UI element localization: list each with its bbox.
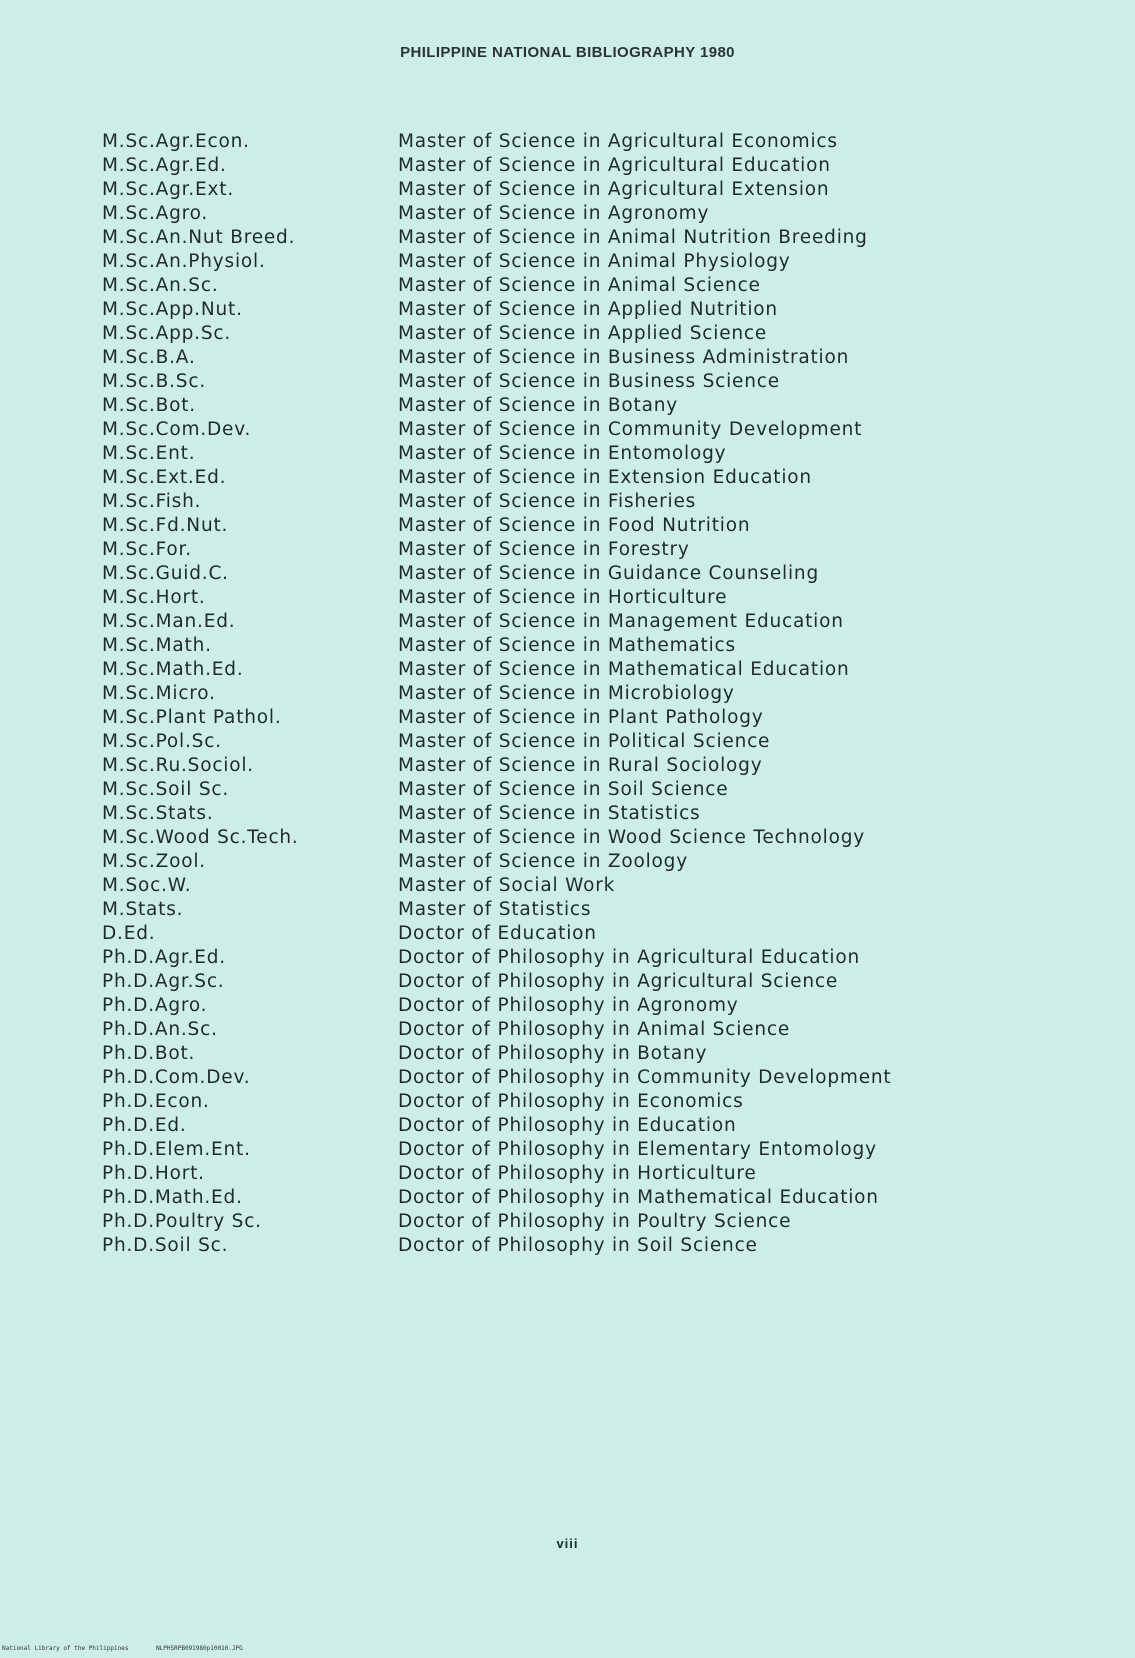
list-item <box>0 538 1135 562</box>
abbreviation: M.Sc.B.Sc. <box>102 371 207 392</box>
list-item <box>0 778 1135 802</box>
list-item <box>0 922 1135 946</box>
page-number: viii <box>556 1536 579 1551</box>
list-item <box>0 154 1135 178</box>
abbreviation: Ph.D.An.Sc. <box>102 1019 218 1040</box>
full-title: Master of Science in Mathematics <box>398 635 736 656</box>
list-item <box>0 730 1135 754</box>
list-item <box>0 394 1135 418</box>
abbreviation: M.Sc.Agr.Ext. <box>102 179 234 200</box>
full-title: Master of Social Work <box>398 875 616 896</box>
full-title: Master of Science in Rural Sociology <box>398 755 763 776</box>
full-title: Master of Science in Agricultural Economics <box>398 131 838 152</box>
full-title: Master of Science in Animal Physiology <box>398 251 791 272</box>
scan-footer <box>2 1645 267 1652</box>
abbreviation: M.Sc.Com.Dev. <box>102 419 252 440</box>
abbreviation: Ph.D.Hort. <box>102 1163 205 1184</box>
list-item <box>0 610 1135 634</box>
abbreviation: Ph.D.Agr.Sc. <box>102 971 225 992</box>
full-title: Doctor of Philosophy in Elementary Entomology <box>398 1139 877 1160</box>
full-title: Doctor of Philosophy in Agricultural Science <box>398 971 839 992</box>
abbreviation: M.Sc.Micro. <box>102 683 216 704</box>
list-item <box>0 706 1135 730</box>
full-title: Doctor of Education <box>398 923 597 944</box>
full-title: Master of Science in Animal Science <box>398 275 761 296</box>
list-item <box>0 1186 1135 1210</box>
list-item <box>0 202 1135 226</box>
list-item <box>0 586 1135 610</box>
abbreviation: Ph.D.Elem.Ent. <box>102 1139 251 1160</box>
full-title: Master of Science in Fisheries <box>398 491 697 512</box>
abbreviation: M.Sc.Bot. <box>102 395 196 416</box>
abbreviation: M.Sc.Math. <box>102 635 212 656</box>
abbreviation: M.Sc.Plant Pathol. <box>102 707 282 728</box>
full-title: Master of Science in Mathematical Education <box>398 659 850 680</box>
list-item <box>0 658 1135 682</box>
abbreviation: Ph.D.Agr.Ed. <box>102 947 226 968</box>
abbreviation: M.Sc.Agro. <box>102 203 209 224</box>
abbreviation: M.Sc.Stats. <box>102 803 214 824</box>
abbreviation: Ph.D.Ed. <box>102 1115 187 1136</box>
list-item <box>0 442 1135 466</box>
list-item <box>0 250 1135 274</box>
footer-file: NLPHSRPB091980p10010.JPG <box>156 1645 243 1652</box>
full-title: Master of Science in Soil Science <box>398 779 729 800</box>
list-item <box>0 1162 1135 1186</box>
list-item <box>0 802 1135 826</box>
list-item <box>0 994 1135 1018</box>
full-title: Doctor of Philosophy in Agronomy <box>398 995 739 1016</box>
list-item <box>0 370 1135 394</box>
list-item <box>0 130 1135 154</box>
full-title: Master of Science in Animal Nutrition Breeding <box>398 227 868 248</box>
abbreviation: M.Sc.Agr.Ed. <box>102 155 227 176</box>
abbreviation: M.Sc.Ru.Sociol. <box>102 755 254 776</box>
full-title: Doctor of Philosophy in Soil Science <box>398 1235 758 1256</box>
abbreviation: M.Sc.Math.Ed. <box>102 659 244 680</box>
list-item <box>0 682 1135 706</box>
list-item <box>0 874 1135 898</box>
footer-source: National Library of the Philippines <box>2 1645 129 1652</box>
abbreviation: M.Sc.Ent. <box>102 443 196 464</box>
abbreviation: M.Sc.An.Physiol. <box>102 251 266 272</box>
abbreviation: M.Sc.Wood Sc.Tech. <box>102 827 299 848</box>
abbreviation: M.Sc.Man.Ed. <box>102 611 236 632</box>
list-item <box>0 1138 1135 1162</box>
list-item <box>0 514 1135 538</box>
full-title: Master of Science in Community Development <box>398 419 863 440</box>
list-item <box>0 634 1135 658</box>
abbreviation: M.Sc.App.Sc. <box>102 323 232 344</box>
list-item <box>0 1210 1135 1234</box>
full-title: Doctor of Philosophy in Poultry Science <box>398 1211 792 1232</box>
full-title: Master of Science in Microbiology <box>398 683 735 704</box>
full-title: Master of Science in Business Administration <box>398 347 850 368</box>
list-item <box>0 1066 1135 1090</box>
abbreviation: M.Sc.Ext.Ed. <box>102 467 227 488</box>
list-item <box>0 226 1135 250</box>
full-title: Master of Science in Business Science <box>398 371 780 392</box>
full-title: Master of Science in Plant Pathology <box>398 707 764 728</box>
full-title: Master of Science in Horticulture <box>398 587 728 608</box>
full-title: Master of Science in Agronomy <box>398 203 710 224</box>
full-title: Master of Science in Agricultural Education <box>398 155 831 176</box>
abbreviation: M.Soc.W. <box>102 875 192 896</box>
full-title: Master of Statistics <box>398 899 592 920</box>
full-title: Master of Science in Agricultural Extension <box>398 179 830 200</box>
list-item <box>0 346 1135 370</box>
list-item <box>0 418 1135 442</box>
list-item <box>0 562 1135 586</box>
full-title: Master of Science in Extension Education <box>398 467 812 488</box>
abbreviation: Ph.D.Soil Sc. <box>102 1235 229 1256</box>
full-title: Doctor of Philosophy in Education <box>398 1115 737 1136</box>
full-title: Doctor of Philosophy in Economics <box>398 1091 744 1112</box>
full-title: Master of Science in Statistics <box>398 803 701 824</box>
full-title: Doctor of Philosophy in Community Development <box>398 1067 892 1088</box>
list-item <box>0 1114 1135 1138</box>
abbreviation: Ph.D.Poultry Sc. <box>102 1211 262 1232</box>
abbreviation: M.Sc.Fish. <box>102 491 202 512</box>
list-item <box>0 466 1135 490</box>
list-item <box>0 826 1135 850</box>
list-item <box>0 1234 1135 1258</box>
full-title: Master of Science in Applied Science <box>398 323 768 344</box>
abbreviation: M.Sc.Pol.Sc. <box>102 731 222 752</box>
page-header: PHILIPPINE NATIONAL BIBLIOGRAPHY 1980 <box>400 44 735 61</box>
full-title: Doctor of Philosophy in Animal Science <box>398 1019 790 1040</box>
full-title: Master of Science in Entomology <box>398 443 727 464</box>
abbreviation: D.Ed. <box>102 923 156 944</box>
list-item <box>0 274 1135 298</box>
full-title: Master of Science in Food Nutrition <box>398 515 751 536</box>
abbreviation: M.Sc.Guid.C. <box>102 563 229 584</box>
abbreviation: Ph.D.Econ. <box>102 1091 210 1112</box>
full-title: Master of Science in Applied Nutrition <box>398 299 778 320</box>
full-title: Doctor of Philosophy in Botany <box>398 1043 708 1064</box>
list-item <box>0 1090 1135 1114</box>
abbreviation: M.Stats. <box>102 899 184 920</box>
list-item <box>0 946 1135 970</box>
full-title: Master of Science in Wood Science Technology <box>398 827 866 848</box>
abbreviation: M.Sc.Fd.Nut. <box>102 515 229 536</box>
abbreviation: M.Sc.Zool. <box>102 851 206 872</box>
list-item <box>0 898 1135 922</box>
full-title: Master of Science in Management Education <box>398 611 844 632</box>
abbreviation: M.Sc.Hort. <box>102 587 206 608</box>
list-item <box>0 754 1135 778</box>
abbreviation: Ph.D.Com.Dev. <box>102 1067 251 1088</box>
abbreviation: M.Sc.B.A. <box>102 347 196 368</box>
full-title: Master of Science in Botany <box>398 395 678 416</box>
abbreviation: Ph.D.Agro. <box>102 995 208 1016</box>
abbreviation: M.Sc.Soil Sc. <box>102 779 230 800</box>
list-item <box>0 1042 1135 1066</box>
list-item <box>0 850 1135 874</box>
list-item <box>0 1018 1135 1042</box>
full-title: Master of Science in Political Science <box>398 731 771 752</box>
full-title: Doctor of Philosophy in Horticulture <box>398 1163 757 1184</box>
abbreviation: M.Sc.For. <box>102 539 192 560</box>
abbreviation: Ph.D.Math.Ed. <box>102 1187 243 1208</box>
list-item <box>0 322 1135 346</box>
full-title: Master of Science in Guidance Counseling <box>398 563 820 584</box>
list-item <box>0 490 1135 514</box>
list-item <box>0 970 1135 994</box>
abbreviation: M.Sc.App.Nut. <box>102 299 243 320</box>
full-title: Master of Science in Forestry <box>398 539 690 560</box>
full-title: Doctor of Philosophy in Mathematical Education <box>398 1187 879 1208</box>
list-item <box>0 178 1135 202</box>
abbreviation: Ph.D.Bot. <box>102 1043 196 1064</box>
list-item <box>0 298 1135 322</box>
full-title: Master of Science in Zoology <box>398 851 688 872</box>
abbreviation: M.Sc.An.Sc. <box>102 275 219 296</box>
abbreviation: M.Sc.Agr.Econ. <box>102 131 250 152</box>
full-title: Doctor of Philosophy in Agricultural Education <box>398 947 861 968</box>
abbreviation: M.Sc.An.Nut Breed. <box>102 227 296 248</box>
